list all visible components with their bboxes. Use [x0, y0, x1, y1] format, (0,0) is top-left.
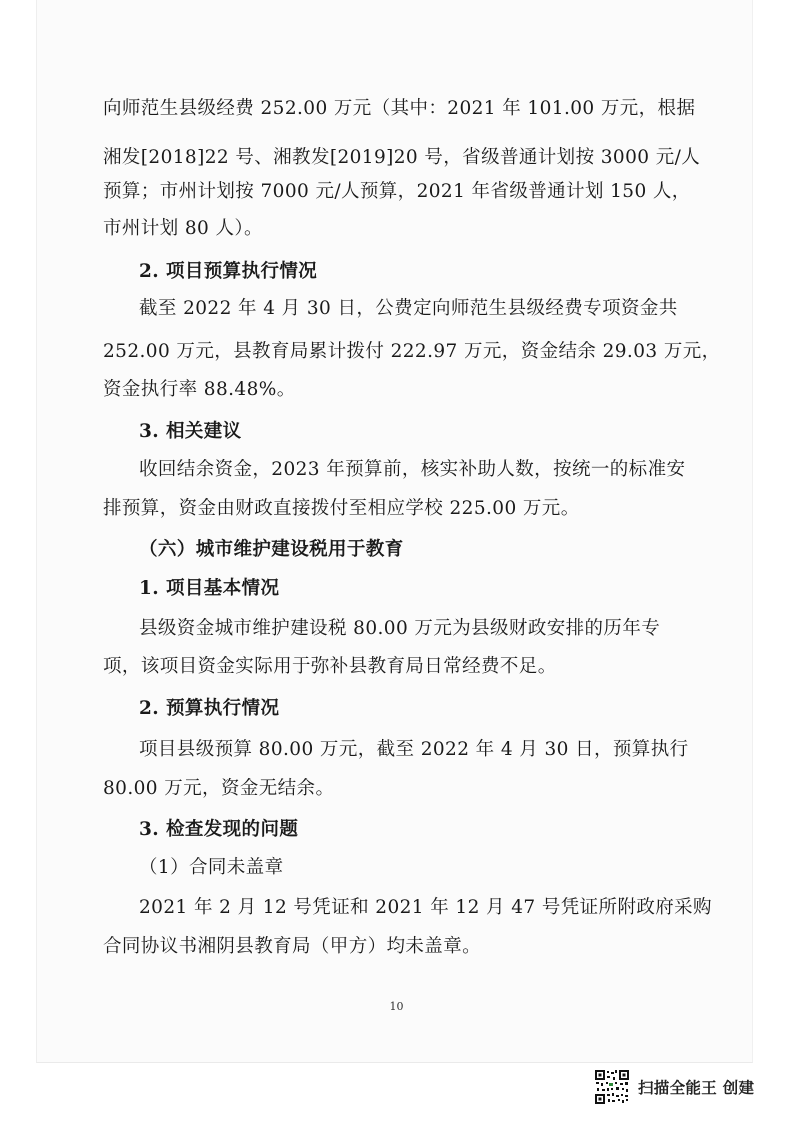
section-heading: 3. 检查发现的问题	[139, 819, 299, 840]
paragraph-line: 80.00 万元，资金无结余。	[103, 778, 335, 799]
paragraph-line: 预算；市州计划按 7000 元/人预算，2021 年省级普通计划 150 人，	[103, 181, 691, 202]
paragraph-line: 2021 年 2 月 12 号凭证和 2021 年 12 月 47 号凭证所附政府采购	[139, 897, 712, 918]
section-heading: 2. 预算执行情况	[139, 698, 280, 719]
watermark-text: 扫描全能王 创建	[638, 1079, 755, 1097]
paragraph-line: 向师范生县级经费 252.00 万元（其中：2021 年 101.00 万元，根据	[103, 98, 696, 119]
section-heading: 3. 相关建议	[139, 421, 242, 442]
section-heading: （六）城市维护建设税用于教育	[139, 539, 404, 560]
page-number: 10	[389, 1000, 404, 1013]
paragraph-line: 县级资金城市维护建设税 80.00 万元为县级财政安排的历年专	[139, 618, 661, 639]
paragraph-line: 合同协议书湘阴县教育局（甲方）均未盖章。	[103, 936, 482, 957]
paragraph-line: 252.00 万元，县教育局累计拨付 222.97 万元，资金结余 29.03 万元，	[103, 341, 721, 362]
paragraph-line: 湘发[2018]22 号、湘教发[2019]20 号，省级普通计划按 3000 元/人	[103, 147, 701, 168]
paragraph-line: 截至 2022 年 4 月 30 日，公费定向师范生县级经费专项资金共	[139, 298, 678, 319]
paragraph-line: 资金执行率 88.48%。	[103, 379, 296, 400]
paragraph-line: 收回结余资金，2023 年预算前，核实补助人数，按统一的标准安	[139, 459, 686, 480]
paragraph-line: 项目县级预算 80.00 万元，截至 2022 年 4 月 30 日，预算执行	[139, 739, 689, 760]
paragraph-line: 项，该项目资金实际用于弥补县教育局日常经费不足。	[103, 656, 557, 677]
subsection-heading: （1）合同未盖章	[139, 857, 284, 878]
qr-code-icon	[594, 1069, 630, 1105]
paragraph-line: 排预算，资金由财政直接拨付至相应学校 225.00 万元。	[103, 498, 580, 519]
section-heading: 2. 项目预算执行情况	[139, 261, 318, 282]
section-heading: 1. 项目基本情况	[139, 578, 280, 599]
scanner-watermark	[594, 1068, 754, 1106]
paragraph-line: 市州计划 80 人）。	[103, 218, 263, 239]
